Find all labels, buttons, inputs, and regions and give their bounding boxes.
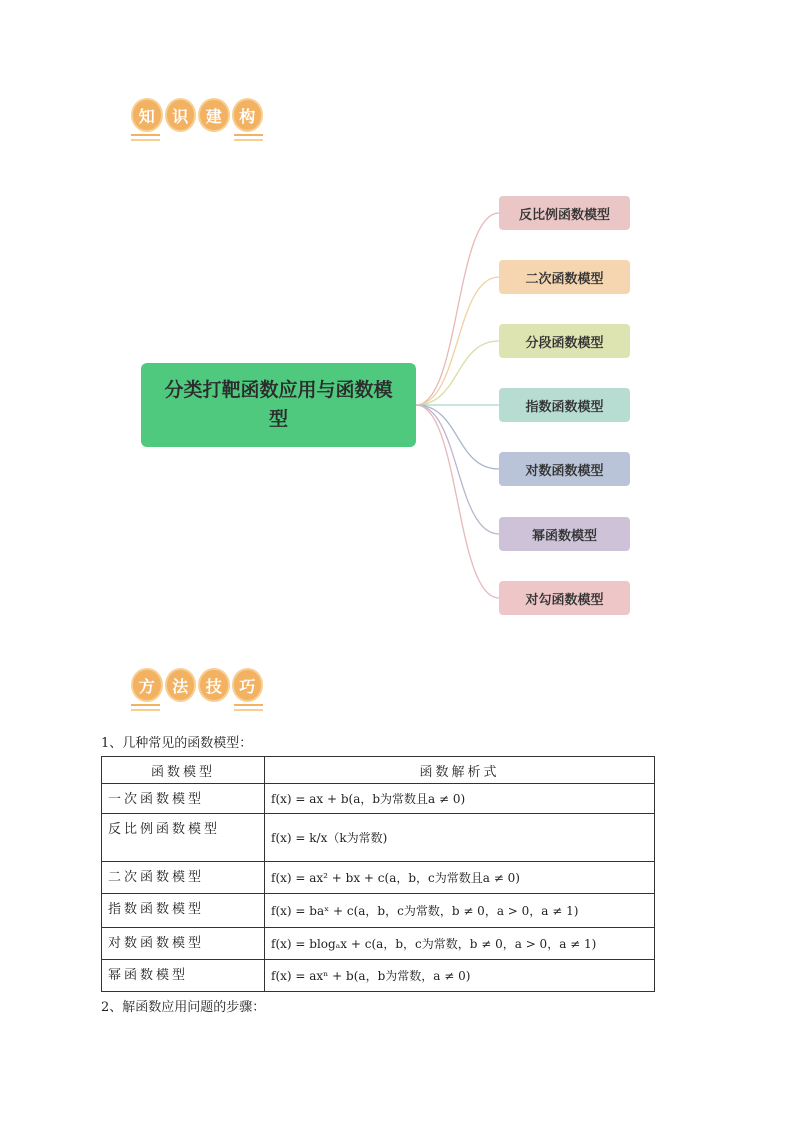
badge-char: 巧	[232, 668, 264, 702]
model-name: 幂函数模型	[102, 960, 265, 992]
model-name: 二次函数模型	[102, 862, 265, 894]
model-formula: f(x) = ax + b(a，b为常数且a ≠ 0)	[265, 784, 655, 814]
paragraph-models-intro: 1、几种常见的函数模型：	[101, 736, 253, 751]
table-row	[102, 928, 655, 960]
table-row	[102, 894, 655, 928]
model-formula: f(x) = ax² + bx + c(a，b，c为常数且a ≠ 0)	[265, 862, 655, 894]
badge-char: 建	[198, 98, 230, 132]
connector	[416, 277, 499, 405]
badge-char: 知	[131, 98, 163, 132]
model-formula: f(x) = baˣ + c(a，b，c为常数，b ≠ 0，a > 0，a ≠ 1)	[265, 894, 655, 928]
mindmap-root: 分类打靶函数应用与函数模型	[141, 363, 416, 447]
header-formula: 函数解析式	[265, 757, 655, 784]
badge-char: 方	[131, 668, 163, 702]
badge-char: 法	[165, 668, 197, 702]
mindmap-branch-logarithmic: 对数函数模型	[499, 452, 630, 486]
badge-char: 构	[232, 98, 264, 132]
paragraph-solving-steps: 2、解函数应用问题的步骤：	[101, 1000, 266, 1015]
model-name: 一次函数模型	[102, 784, 265, 814]
table-header-row	[102, 757, 655, 784]
model-name: 对数函数模型	[102, 928, 265, 960]
header-model: 函数模型	[102, 757, 265, 784]
connector	[416, 405, 499, 469]
connector	[416, 405, 499, 534]
model-formula: f(x) = k/x（k为常数)	[265, 814, 655, 862]
model-formula: f(x) = blogₐx + c(a，b，c为常数，b ≠ 0，a > 0，a ≠ 1)	[265, 928, 655, 960]
function-models-table	[101, 756, 655, 992]
model-name: 反比例函数模型	[102, 814, 265, 862]
table-row	[102, 814, 655, 862]
table-row	[102, 960, 655, 992]
badge-char: 识	[165, 98, 197, 132]
connector	[416, 405, 499, 598]
table-row	[102, 784, 655, 814]
badge-char: 技	[198, 668, 230, 702]
badge-underline	[131, 704, 263, 714]
mindmap-branch-inverse: 反比例函数模型	[499, 196, 630, 230]
mindmap-branch-exponential: 指数函数模型	[499, 388, 630, 422]
mindmap-branch-tick: 对勾函数模型	[499, 581, 630, 615]
mindmap-branch-power: 幂函数模型	[499, 517, 630, 551]
model-formula: f(x) = axⁿ + b(a，b为常数，a ≠ 0)	[265, 960, 655, 992]
connector	[416, 213, 499, 405]
model-name: 指数函数模型	[102, 894, 265, 928]
section-badge-methods	[131, 668, 263, 716]
connector	[416, 341, 499, 405]
mindmap-branch-piecewise: 分段函数模型	[499, 324, 630, 358]
table-row	[102, 862, 655, 894]
mindmap-branch-quadratic: 二次函数模型	[499, 260, 630, 294]
